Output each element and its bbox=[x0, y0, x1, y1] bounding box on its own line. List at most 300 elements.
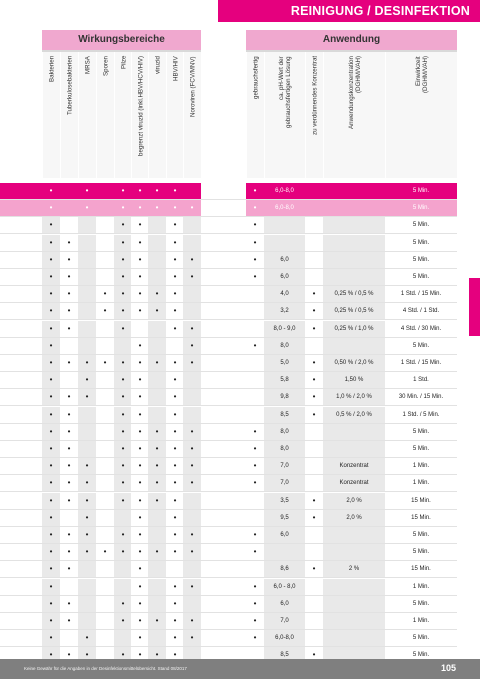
effect-dot: • bbox=[85, 375, 89, 385]
effect-dot: • bbox=[173, 461, 177, 471]
effect-dot: • bbox=[173, 392, 177, 402]
effect-dot: • bbox=[138, 633, 142, 643]
effect-dot: • bbox=[173, 289, 177, 299]
application-concentration bbox=[323, 252, 385, 268]
exposure-time: 4 Std. / 30 Min. bbox=[400, 325, 442, 332]
exposure-time: 1 Std. / 5 Min. bbox=[402, 411, 440, 418]
effect-dot: • bbox=[138, 254, 142, 264]
column-shade bbox=[114, 579, 131, 595]
row-gap bbox=[201, 389, 246, 405]
effect-dot: • bbox=[138, 478, 142, 488]
effect-dot: • bbox=[49, 530, 53, 539]
effect-dot: • bbox=[173, 254, 177, 264]
ready-to-use-dot: • bbox=[253, 220, 257, 230]
column-shade bbox=[78, 217, 96, 233]
effect-dot: • bbox=[173, 547, 177, 557]
effect-dot: • bbox=[49, 186, 53, 195]
effect-dot: • bbox=[121, 616, 125, 625]
ph-value: 3,5 bbox=[280, 497, 289, 504]
row-gap bbox=[201, 613, 246, 629]
concentrate-dot: • bbox=[312, 564, 316, 574]
exposure-time: 1 Min. bbox=[412, 583, 430, 590]
application-concentration: 1,0 % / 2,0 % bbox=[336, 394, 372, 401]
effect-dot: • bbox=[49, 323, 53, 333]
column-header-effect-0 bbox=[42, 52, 60, 178]
column-shade bbox=[148, 596, 166, 612]
effect-dot: • bbox=[138, 547, 142, 557]
column-shade bbox=[78, 407, 96, 423]
effect-dot: • bbox=[67, 392, 71, 402]
ready-to-use-dot: • bbox=[253, 581, 257, 591]
ready-to-use-dot: • bbox=[253, 254, 257, 264]
effect-dot: • bbox=[138, 237, 142, 247]
exposure-time: 5 Min. bbox=[412, 635, 430, 642]
effect-dot: • bbox=[190, 426, 194, 436]
section-label-left: Wirkungsbereiche bbox=[78, 34, 165, 45]
effect-dot: • bbox=[138, 186, 142, 195]
effect-dot: • bbox=[155, 306, 159, 316]
effect-dot: • bbox=[67, 358, 71, 367]
column-shade bbox=[148, 372, 166, 388]
exposure-time: 5 Min. bbox=[412, 205, 430, 212]
effect-dot: • bbox=[138, 564, 142, 574]
row-gap bbox=[201, 269, 246, 285]
effect-dot: • bbox=[121, 306, 125, 316]
effect-dot: • bbox=[103, 289, 107, 299]
ready-to-use-dot: • bbox=[253, 478, 257, 488]
application-concentration: 2 % bbox=[348, 566, 360, 573]
column-shade bbox=[78, 561, 96, 577]
effect-dot: • bbox=[121, 220, 125, 230]
effect-dot: • bbox=[67, 289, 71, 299]
ready-to-use-dot: • bbox=[253, 340, 257, 350]
effect-dot: • bbox=[138, 203, 142, 213]
table-row bbox=[0, 217, 457, 234]
row-gap bbox=[201, 217, 246, 233]
ph-value: 6,0 bbox=[280, 532, 289, 538]
effect-dot: • bbox=[138, 495, 142, 505]
ph-value: 6,0 - 8,0 bbox=[273, 583, 296, 590]
table-row bbox=[0, 338, 457, 355]
column-shade bbox=[114, 338, 131, 354]
effect-dot: • bbox=[173, 237, 177, 247]
column-header-effect-7 bbox=[166, 52, 184, 178]
ph-value: 6,0-8,0 bbox=[275, 188, 294, 194]
ph-value: 8,0 bbox=[280, 342, 289, 349]
effect-dot: • bbox=[173, 616, 177, 625]
table-row bbox=[0, 235, 457, 252]
application-concentration: 0,25 % / 0,5 % bbox=[334, 291, 374, 298]
ready-to-use-dot: • bbox=[253, 426, 257, 436]
application-concentration bbox=[323, 235, 385, 251]
column-header-application-0 bbox=[246, 52, 264, 178]
table-row bbox=[0, 544, 457, 561]
effect-dot: • bbox=[67, 461, 71, 471]
effect-dot: • bbox=[85, 547, 89, 557]
effect-dot: • bbox=[173, 512, 177, 522]
row-gap bbox=[201, 579, 246, 595]
effect-dot: • bbox=[138, 306, 142, 316]
table-row bbox=[0, 269, 457, 286]
column-shade bbox=[148, 252, 166, 268]
effect-dot: • bbox=[190, 340, 194, 350]
effect-dot: • bbox=[190, 444, 194, 453]
effect-dot: • bbox=[155, 186, 159, 195]
row-gap bbox=[201, 235, 246, 251]
effect-dot: • bbox=[121, 598, 125, 608]
exposure-time: 15 Min. bbox=[411, 566, 431, 573]
column-shade bbox=[78, 613, 96, 629]
effect-dot: • bbox=[173, 495, 177, 505]
page-title: REINIGUNG / DESINFEKTION bbox=[290, 4, 470, 18]
exposure-time: 15 Min. bbox=[411, 514, 431, 521]
application-concentration bbox=[323, 441, 385, 457]
column-header-effect-4 bbox=[114, 52, 132, 178]
row-gap bbox=[201, 510, 246, 526]
row-gap bbox=[201, 200, 246, 216]
effect-dot: • bbox=[49, 581, 53, 591]
column-shade bbox=[183, 217, 201, 233]
effect-dot: • bbox=[121, 358, 125, 367]
effect-dot: • bbox=[138, 409, 142, 419]
exposure-time: 1 Min. bbox=[412, 480, 430, 487]
column-header-label: MRSA bbox=[84, 56, 91, 74]
exposure-time: 5 Min. bbox=[412, 549, 430, 556]
effect-dot: • bbox=[103, 306, 107, 316]
application-concentration: 1,50 % bbox=[344, 377, 364, 384]
column-shade bbox=[78, 596, 96, 612]
effect-dot: • bbox=[49, 426, 53, 436]
effect-dot: • bbox=[138, 289, 142, 299]
column-shade bbox=[78, 579, 96, 595]
table-row bbox=[0, 389, 457, 406]
effect-dot: • bbox=[138, 375, 142, 385]
exposure-time: 1 Min. bbox=[412, 618, 430, 624]
effect-dot: • bbox=[190, 358, 194, 367]
column-header-application-3 bbox=[323, 52, 385, 178]
footer-note: Keine Gewähr für die Angaben in der Desinfektionsmittelübersicht. Stand 08/2017 bbox=[24, 666, 187, 671]
ph-value: 5,8 bbox=[280, 377, 289, 384]
effect-dot: • bbox=[49, 392, 53, 402]
effect-dot: • bbox=[85, 512, 89, 522]
effect-dot: • bbox=[49, 598, 53, 608]
column-header-label: Bakterien bbox=[48, 56, 55, 83]
ph-value bbox=[264, 217, 305, 233]
effect-dot: • bbox=[190, 203, 194, 213]
row-gap bbox=[201, 475, 246, 491]
effect-dot: • bbox=[85, 461, 89, 471]
column-header-label: viruzid bbox=[154, 56, 161, 74]
row-gap bbox=[201, 630, 246, 646]
page-number: 105 bbox=[440, 663, 456, 673]
table-row bbox=[0, 355, 457, 372]
row-gap bbox=[201, 321, 246, 337]
effect-dot: • bbox=[138, 426, 142, 436]
effect-dot: • bbox=[49, 254, 53, 264]
effect-dot: • bbox=[121, 254, 125, 264]
concentrate-dot: • bbox=[312, 323, 316, 333]
effect-dot: • bbox=[155, 495, 159, 505]
effect-dot: • bbox=[121, 323, 125, 333]
effect-dot: • bbox=[67, 530, 71, 539]
effect-dot: • bbox=[67, 495, 71, 505]
table-row bbox=[0, 321, 457, 338]
application-concentration bbox=[323, 630, 385, 646]
ph-value: 8,0 bbox=[280, 428, 289, 435]
effect-dot: • bbox=[155, 289, 159, 299]
table-row bbox=[0, 286, 457, 303]
ready-to-use-dot: • bbox=[253, 616, 257, 625]
column-header-label: Pilze bbox=[120, 56, 127, 70]
column-shade bbox=[78, 338, 96, 354]
effect-dot: • bbox=[138, 616, 142, 625]
ph-value: 7,0 bbox=[280, 618, 289, 624]
column-shade bbox=[183, 389, 201, 405]
ph-value: 9,5 bbox=[280, 514, 289, 521]
effect-dot: • bbox=[67, 323, 71, 333]
ph-value: 8,0 bbox=[280, 446, 289, 452]
effect-dot: • bbox=[49, 306, 53, 316]
column-shade bbox=[78, 269, 96, 285]
column-shade bbox=[78, 441, 96, 457]
column-shade bbox=[148, 269, 166, 285]
exposure-time: 1 Std. / 15 Min. bbox=[400, 291, 442, 298]
effect-dot: • bbox=[138, 272, 142, 281]
column-header-effect-5 bbox=[131, 52, 149, 178]
effect-dot: • bbox=[173, 306, 177, 316]
effect-dot: • bbox=[85, 530, 89, 539]
column-header-label: ca. pH-Wert der gebrauchsfertigen Lösung bbox=[278, 56, 292, 128]
column-shade bbox=[183, 286, 201, 302]
ph-value: 4,0 bbox=[280, 291, 289, 298]
effect-dot: • bbox=[49, 340, 53, 350]
effect-dot: • bbox=[121, 375, 125, 385]
application-concentration bbox=[323, 527, 385, 543]
ready-to-use-dot: • bbox=[253, 461, 257, 471]
concentrate-dot: • bbox=[312, 306, 316, 316]
effect-dot: • bbox=[173, 220, 177, 230]
effect-dot: • bbox=[49, 478, 53, 488]
effect-dot: • bbox=[49, 375, 53, 385]
column-shade bbox=[183, 493, 201, 509]
ph-value: 8,6 bbox=[280, 566, 289, 573]
application-concentration bbox=[323, 579, 385, 595]
effect-dot: • bbox=[121, 186, 125, 195]
ph-value bbox=[264, 544, 305, 560]
effect-dot: • bbox=[121, 237, 125, 247]
effect-dot: • bbox=[49, 495, 53, 505]
column-shade bbox=[183, 303, 201, 319]
effect-dot: • bbox=[67, 306, 71, 316]
column-header-label: Anwendungskonzentration (DGHM/VAH) bbox=[347, 56, 362, 129]
effect-dot: • bbox=[49, 461, 53, 471]
column-header-label: begrenzt viruzid (inkl.HBV/HCV/HIV) bbox=[137, 56, 144, 157]
ph-value: 6,0 bbox=[280, 274, 289, 280]
ph-value: 8,5 bbox=[280, 652, 289, 659]
ph-value: 6,0-8,0 bbox=[275, 635, 294, 642]
effect-dot: • bbox=[121, 650, 125, 660]
exposure-time: 30 Min. / 15 Min. bbox=[398, 394, 444, 401]
column-shade bbox=[183, 372, 201, 388]
effect-dot: • bbox=[173, 272, 177, 281]
column-shade bbox=[148, 561, 166, 577]
exposure-time: 5 Min. bbox=[412, 532, 430, 538]
table-row bbox=[0, 372, 457, 389]
effect-dot: • bbox=[67, 564, 71, 574]
concentrate-dot: • bbox=[312, 358, 316, 367]
exposure-time: 5 Min. bbox=[412, 188, 430, 194]
effect-dot: • bbox=[190, 547, 194, 557]
ph-value: 5,0 bbox=[280, 360, 289, 366]
effect-dot: • bbox=[49, 272, 53, 281]
application-concentration: 2,0 % bbox=[346, 514, 362, 521]
effect-dot: • bbox=[67, 650, 71, 660]
exposure-time: 4 Std. / 1 Std. bbox=[402, 308, 440, 315]
effect-dot: • bbox=[85, 203, 89, 213]
row-gap bbox=[201, 596, 246, 612]
chapter-tab-marker bbox=[469, 278, 480, 336]
application-concentration bbox=[323, 613, 385, 629]
effect-dot: • bbox=[49, 409, 53, 419]
effect-dot: • bbox=[173, 323, 177, 333]
table-row bbox=[0, 303, 457, 320]
concentrate-dot: • bbox=[312, 375, 316, 385]
row-gap bbox=[201, 372, 246, 388]
column-shade bbox=[148, 579, 166, 595]
ph-value: 8,5 bbox=[280, 411, 289, 418]
effect-dot: • bbox=[85, 633, 89, 643]
effect-dot: • bbox=[85, 495, 89, 505]
ready-to-use-dot: • bbox=[253, 598, 257, 608]
column-shade bbox=[148, 389, 166, 405]
effect-dot: • bbox=[85, 650, 89, 660]
effect-dot: • bbox=[121, 409, 125, 419]
exposure-time: 5 Min. bbox=[412, 446, 430, 452]
ready-to-use-dot: • bbox=[253, 633, 257, 643]
table-row bbox=[0, 200, 457, 217]
effect-dot: • bbox=[138, 598, 142, 608]
exposure-time: 5 Min. bbox=[412, 222, 430, 229]
row-gap bbox=[201, 338, 246, 354]
effect-dot: • bbox=[121, 392, 125, 402]
column-header-application-4 bbox=[385, 52, 457, 178]
column-header-label: zu verdünnendes Konzentrat bbox=[311, 56, 318, 136]
ready-to-use-dot: • bbox=[253, 444, 257, 453]
effect-dot: • bbox=[49, 289, 53, 299]
effect-dot: • bbox=[49, 237, 53, 247]
column-shade bbox=[183, 235, 201, 251]
effect-dot: • bbox=[190, 633, 194, 643]
effect-dot: • bbox=[85, 478, 89, 488]
exposure-time: 1 Min. bbox=[412, 463, 430, 470]
effect-dot: • bbox=[155, 616, 159, 625]
application-concentration bbox=[323, 200, 385, 216]
row-gap bbox=[201, 183, 246, 199]
column-shade bbox=[148, 321, 166, 337]
table-row bbox=[0, 252, 457, 269]
ready-to-use-dot: • bbox=[253, 272, 257, 281]
application-concentration bbox=[323, 424, 385, 440]
section-header-anwendung bbox=[246, 30, 457, 52]
application-concentration bbox=[323, 596, 385, 612]
column-shade bbox=[114, 630, 131, 646]
ph-value: 6,0 bbox=[280, 256, 289, 263]
effect-dot: • bbox=[49, 512, 53, 522]
table-row bbox=[0, 424, 457, 441]
effect-dot: • bbox=[103, 358, 107, 367]
effect-dot: • bbox=[138, 444, 142, 453]
effect-dot: • bbox=[155, 461, 159, 471]
table-row bbox=[0, 441, 457, 458]
effect-dot: • bbox=[155, 650, 159, 660]
effect-dot: • bbox=[190, 272, 194, 281]
effect-dot: • bbox=[138, 650, 142, 660]
exposure-time: 5 Min. bbox=[412, 600, 430, 607]
effect-dot: • bbox=[155, 203, 159, 213]
effect-dot: • bbox=[67, 272, 71, 281]
application-concentration bbox=[323, 269, 385, 285]
effect-dot: • bbox=[67, 478, 71, 488]
effect-dot: • bbox=[85, 186, 89, 195]
column-shade bbox=[183, 183, 201, 199]
application-concentration: 0,25 % / 1,0 % bbox=[334, 325, 374, 332]
effect-dot: • bbox=[67, 426, 71, 436]
effect-dot: • bbox=[190, 323, 194, 333]
effect-dot: • bbox=[173, 186, 177, 195]
effect-dot: • bbox=[67, 616, 71, 625]
effect-dot: • bbox=[138, 581, 142, 591]
application-concentration bbox=[323, 544, 385, 560]
effect-dot: • bbox=[155, 478, 159, 488]
ready-to-use-dot: • bbox=[253, 530, 257, 539]
effect-dot: • bbox=[49, 358, 53, 367]
application-concentration: 2,0 % bbox=[346, 497, 362, 504]
row-gap bbox=[201, 544, 246, 560]
effect-dot: • bbox=[121, 530, 125, 539]
table-row bbox=[0, 613, 457, 630]
column-shade bbox=[114, 561, 131, 577]
effect-dot: • bbox=[67, 237, 71, 247]
effect-dot: • bbox=[49, 616, 53, 625]
ph-value: 7,0 bbox=[280, 480, 289, 487]
effect-dot: • bbox=[190, 478, 194, 488]
section-label-right: Anwendung bbox=[322, 34, 381, 45]
application-concentration: 0,5 % / 2,0 % bbox=[336, 411, 372, 418]
effect-dot: • bbox=[103, 547, 107, 557]
column-shade bbox=[78, 303, 96, 319]
effect-dot: • bbox=[173, 650, 177, 660]
ready-to-use-dot: • bbox=[253, 186, 257, 195]
column-header-application-1 bbox=[264, 52, 305, 178]
concentrate-dot: • bbox=[312, 650, 316, 660]
table-row bbox=[0, 407, 457, 424]
column-header-effect-3 bbox=[96, 52, 114, 178]
table-row bbox=[0, 493, 457, 510]
effect-dot: • bbox=[121, 444, 125, 453]
exposure-time: 5 Min. bbox=[412, 256, 430, 263]
page-footer bbox=[0, 659, 480, 679]
ready-to-use-dot: • bbox=[253, 237, 257, 247]
effect-dot: • bbox=[155, 358, 159, 367]
column-shade bbox=[183, 510, 201, 526]
effect-dot: • bbox=[121, 547, 125, 557]
exposure-time: 1 Std. / 15 Min. bbox=[400, 360, 442, 366]
row-gap bbox=[201, 252, 246, 268]
row-gap bbox=[201, 303, 246, 319]
effect-dot: • bbox=[121, 289, 125, 299]
column-shade bbox=[148, 235, 166, 251]
row-gap bbox=[201, 458, 246, 474]
